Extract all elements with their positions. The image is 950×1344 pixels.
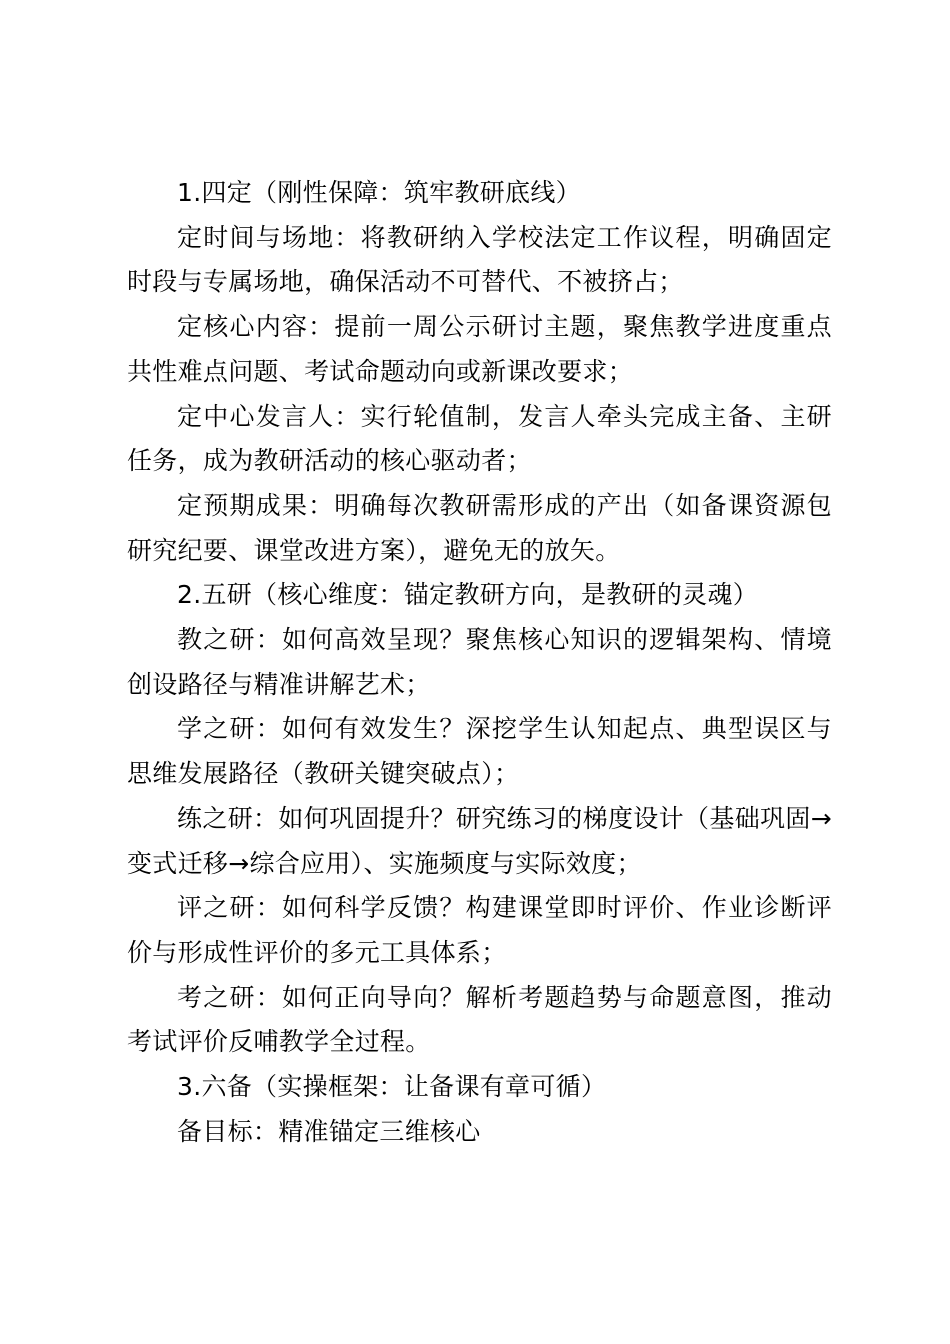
heading-wu-yan: 2.五研（核心维度：锚定教研方向，是教研的灵魂） (177, 580, 759, 610)
document-body (127, 171, 832, 1154)
heading-si-ding: 1.四定（刚性保障：筑牢教研底线） (177, 178, 581, 207)
paragraph-expected-outcome: 定预期成果：明确每次教研需形成的产出（如备课资源包研究纪要、课堂改进方案），避免无的放矢。 (127, 490, 832, 565)
paragraph-prepare-goals: 备目标：精准锚定三维核心 (177, 1116, 481, 1146)
paragraph-practice-research: 练之研：如何巩固提升？研究练习的梯度设计（基础巩固→变式迁移→综合应用）、实施频度与实际效度； (127, 803, 832, 878)
paragraph-evaluation-research: 评之研：如何科学反馈？构建课堂即时评价、作业诊断评价与形成性评价的多元工具体系； (127, 893, 832, 967)
paragraph-speaker: 定中心发言人：实行轮值制，发言人牵头完成主备、主研任务，成为教研活动的核心驱动者； (127, 401, 832, 476)
paragraph-learning-research: 学之研：如何有效发生？深挖学生认知起点、典型误区与思维发展路径（教研关键突破点）； (127, 714, 832, 789)
heading-liu-bei: 3.六备（实操框架：让备课有章可循） (177, 1072, 607, 1102)
paragraph-time-venue: 定时间与场地：将教研纳入学校法定工作议程，明确固定时段与专属场地，确保活动不可替代、不被挤占； (127, 222, 832, 297)
paragraph-teaching-research: 教之研：如何高效呈现？聚焦核心知识的逻辑架构、情境创设路径与精准讲解艺术； (127, 625, 832, 699)
paragraph-core-content: 定核心内容：提前一周公示研讨主题，聚焦教学进度重点共性难点问题、考试命题动向或新课改要求； (127, 312, 832, 386)
paragraph-exam-research: 考之研：如何正向导向？解析考题趋势与命题意图，推动考试评价反哺教学全过程。 (127, 982, 832, 1057)
